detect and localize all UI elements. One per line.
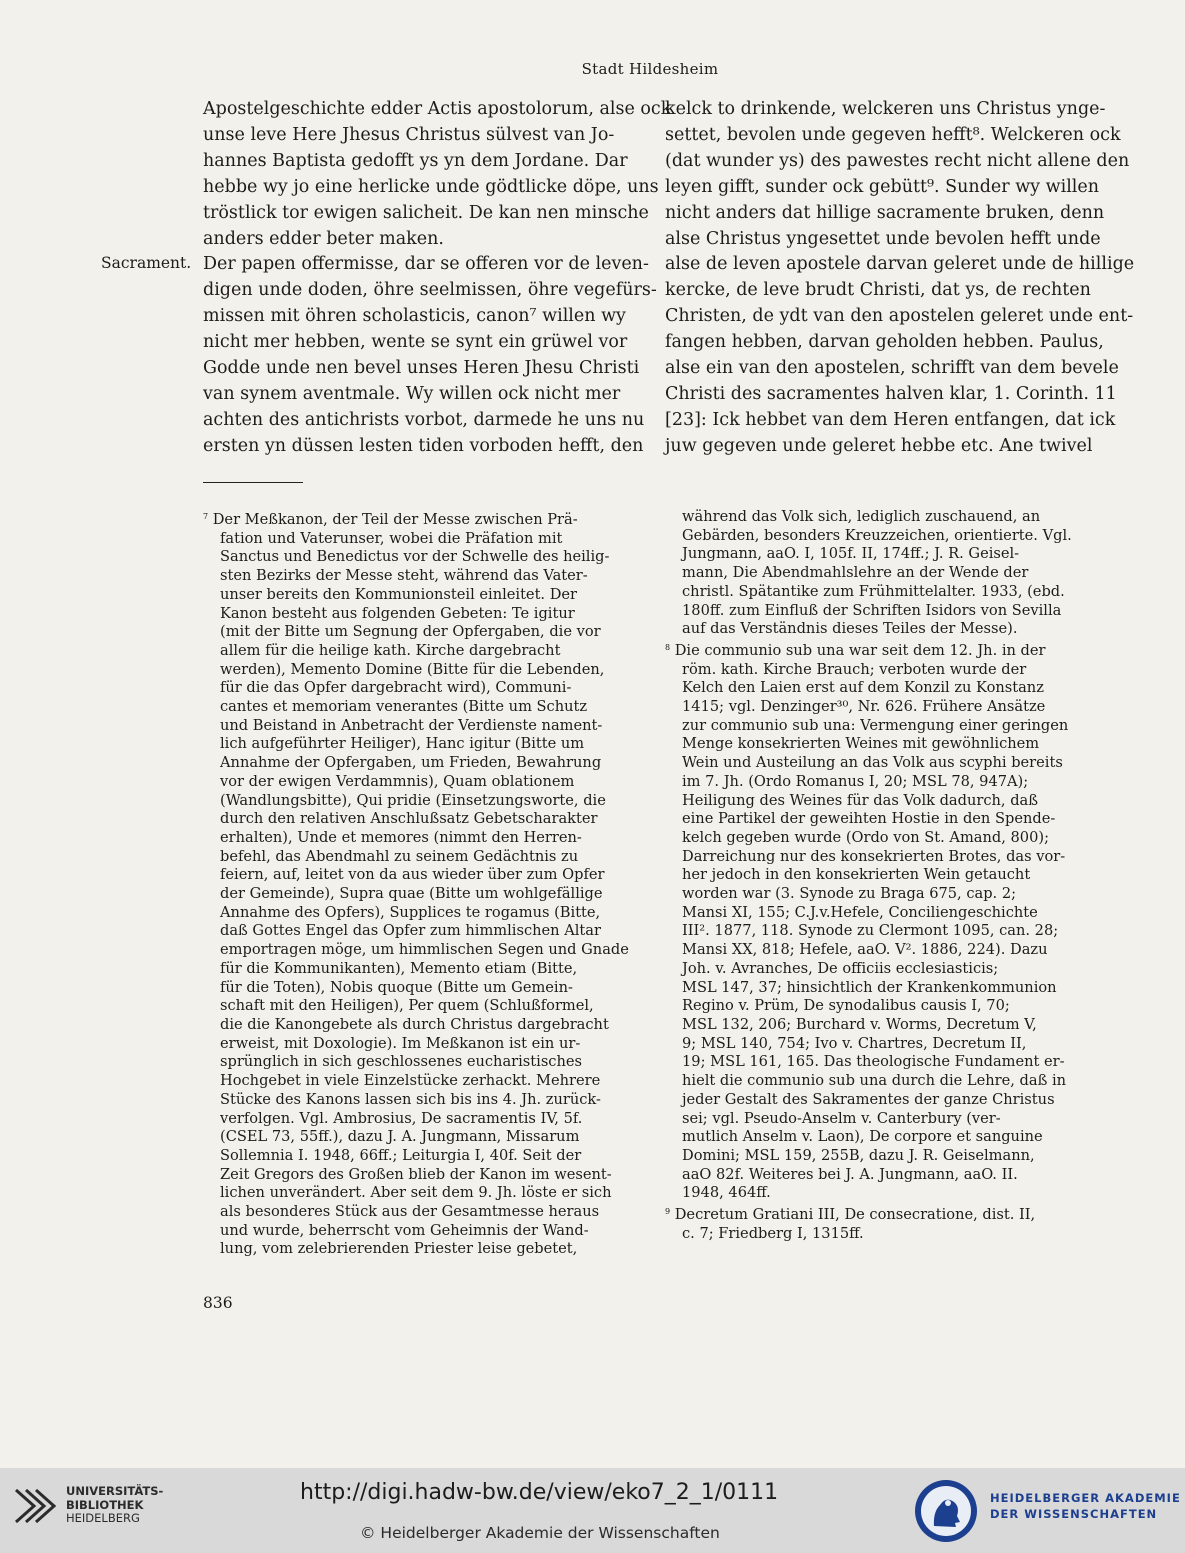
- text-line: settet, bevolen unde gegeven hefft⁸. Welckeren ock: [665, 124, 1121, 145]
- footnote-line: eine Partikel der geweihten Hostie in den Spende-: [682, 810, 1056, 828]
- text-line: unse leve Here Jhesus Christus sülvest van Jo-: [203, 124, 615, 145]
- viewer-footer: [0, 1468, 1185, 1553]
- footnote-line: röm. kath. Kirche Brauch; verboten wurde der: [682, 660, 1027, 678]
- footnote-line: kelch gegeben wurde (Ordo von St. Amand, 800);: [682, 828, 1049, 846]
- footnote-line: unser bereits den Kommunionsteil einleitet. Der: [220, 585, 578, 603]
- footnote-line: III². 1877, 118. Synode zu Clermont 1095, can. 28;: [682, 922, 1059, 940]
- footnote-line: Annahme der Opfergaben, um Frieden, Bewahrung: [220, 754, 602, 772]
- text-line: nicht mer hebben, wente se synt ein grüwel vor: [203, 332, 628, 353]
- footnote-line: cantes et memoriam venerantes (Bitte um Schutz: [220, 698, 588, 716]
- footnote-line: sprünglich in sich geschlossenes eucharistisches: [220, 1053, 583, 1071]
- footnote-line: emportragen möge, um himmlischen Segen und Gnade: [220, 941, 629, 959]
- footnote-line: und Beistand in Anbetracht der Verdienste nament-: [220, 716, 603, 734]
- footnote-line: Kelch den Laien erst auf dem Konzil zu Konstanz: [682, 679, 1044, 697]
- footnote-line: durch den relativen Anschlußsatz Gebetscharakter: [220, 810, 598, 828]
- footnote-line: die die Kanongebete als durch Christus dargebracht: [220, 1015, 609, 1033]
- text-line: fangen hebben, darvan geholden hebben. Paulus,: [665, 332, 1104, 353]
- footnote-line: Stücke des Kanons lassen sich bis ins 4. Jh. zurück-: [220, 1090, 601, 1108]
- footnote-line: Hochgebet in viele Einzelstücke zerhackt. Mehrere: [220, 1072, 601, 1090]
- footnote-line: Regino v. Prüm, De synodalibus causis I, 70;: [682, 997, 1010, 1015]
- academy-seal-icon[interactable]: [913, 1478, 979, 1544]
- footnote-line: $^9$ Decretum Gratiani III, De consecratione, dist. II,: [665, 1206, 1036, 1224]
- footnote-line: auf das Verständnis dieses Teiles der Messe).: [682, 620, 1018, 638]
- footnote-line: Annahme des Opfers), Supplices te rogamus (Bitte,: [220, 903, 601, 921]
- footnote-line: mann, Die Abendmahlslehre an der Wende der: [682, 564, 1029, 582]
- footnote-line: Menge konsekrierten Weines mit gewöhnlichem: [682, 735, 1040, 753]
- text-line: Apostelgeschichte edder Actis apostolorum, alse ock: [203, 99, 672, 119]
- footnote-line: verfolgen. Vgl. Ambrosius, De sacramentis IV, 5f.: [220, 1109, 583, 1127]
- footnote-line: Kanon besteht aus folgenden Gebeten: Te igitur: [220, 604, 575, 622]
- footnote-line: sei; vgl. Pseudo-Anselm v. Canterbury (ver-: [682, 1109, 1001, 1127]
- footnote-line: Gebärden, besonders Kreuzzeichen, orientierte. Vgl.: [682, 526, 1072, 544]
- footnote-line: 9; MSL 140, 754; Ivo v. Chartres, Decretum II,: [682, 1034, 1027, 1052]
- text-line: leyen gifft, sunder ock gebütt⁹. Sunder wy willen: [665, 176, 1100, 197]
- footnote-line: als besonderes Stück aus der Gesamtmesse heraus: [220, 1203, 600, 1221]
- footnote-line: erhalten), Unde et memores (nimmt den Herren-: [220, 828, 582, 846]
- footnote-line: MSL 132, 206; Burchard v. Worms, Decretum V,: [682, 1015, 1037, 1033]
- footnote-line: Zeit Gregors des Großen blieb der Kanon im wesent-: [220, 1165, 612, 1183]
- footnote-line: Sollemnia I. 1948, 66ff.; Leiturgia I, 40f. Seit der: [220, 1146, 582, 1164]
- footnote-line: Mansi XI, 155; C.J.v.Hefele, Conciliengeschichte: [682, 903, 1038, 921]
- footnote-line: Joh. v. Avranches, De officiis ecclesiasticis;: [682, 959, 999, 977]
- footnote-line: (mit der Bitte um Segnung der Opfergaben, die vor: [220, 623, 601, 641]
- footnote-line: 19; MSL 161, 165. Das theologische Fundament er-: [682, 1053, 1065, 1071]
- footnote-line: Wein und Austeilung an das Volk aus scyphi bereits: [682, 754, 1063, 772]
- text-line: nicht anders dat hillige sacramente bruken, denn: [665, 202, 1105, 223]
- footnote-line: MSL 147, 37; hinsichtlich der Krankenkommunion: [682, 978, 1057, 996]
- footnote-line: Darreichung nur des konsekrierten Brotes, das vor-: [682, 847, 1066, 865]
- university-library-name: UNIVERSITÄTS- BIBLIOTHEK HEIDELBERG: [66, 1484, 164, 1525]
- footnote-line: für die Toten), Nobis quoque (Bitte um Gemein-: [220, 978, 573, 996]
- text-line: kelck to drinkende, welckeren uns Christus ynge-: [665, 99, 1106, 119]
- footnote-line: worden war (3. Synode zu Braga 675, cap. 2;: [682, 885, 1017, 903]
- footnote-line: aaO 82f. Weiteres bei J. A. Jungmann, aaO. II.: [682, 1165, 1018, 1183]
- text-line: hannes Baptista gedofft ys yn dem Jordane. Dar: [203, 150, 628, 171]
- footnote-line: her jedoch in den konsekrierten Wein getaucht: [682, 866, 1031, 884]
- footnote-line: Sanctus und Benedictus vor der Schwelle des heilig-: [220, 548, 610, 566]
- footnote-line: und wurde, beherrscht vom Geheimnis der Wand-: [220, 1221, 589, 1239]
- footnote-line: zur communio sub una: Vermengung einer geringen: [682, 716, 1069, 734]
- footnote-line: allem für die heilige kath. Kirche dargebracht: [220, 641, 561, 659]
- text-line: tröstlick tor ewigen salicheit. De kan nen minsche: [203, 202, 649, 223]
- footnote-line: vor der ewigen Verdammnis), Quam oblationem: [220, 772, 575, 790]
- footnote-line: christl. Spätantike zum Frühmittelalter. 1933, (ebd.: [682, 582, 1065, 600]
- text-line: alse de leven apostele darvan geleret unde de hillige: [665, 254, 1135, 275]
- footnote-line: Mansi XX, 818; Hefele, aaO. V². 1886, 224). Dazu: [682, 941, 1048, 959]
- footnote-line: lichen unverändert. Aber seit dem 9. Jh. löste er sich: [220, 1184, 612, 1202]
- footnote-marker: 8: [665, 642, 671, 652]
- footnote-line: für die Kommunikanten), Memento etiam (Bitte,: [220, 959, 578, 977]
- text-line: Der papen offermisse, dar se offeren vor de leven-: [203, 254, 649, 275]
- text-line: (dat wunder ys) des pawestes recht nicht allene den: [665, 150, 1130, 171]
- text-line: juw gegeven unde geleret hebbe etc. Ane twivel: [665, 435, 1093, 456]
- footnote-line: der Gemeinde), Supra quae (Bitte um wohlgefällige: [220, 885, 603, 903]
- footnote-line: fation und Vaterunser, wobei die Präfation mit: [220, 529, 563, 547]
- text-line: ersten yn düssen lesten tiden vorboden hefft, den: [203, 435, 644, 456]
- footnote-line: c. 7; Friedberg I, 1315ff.: [682, 1224, 864, 1242]
- footnote-line: hielt die communio sub una durch die Lehre, daß in: [682, 1072, 1067, 1090]
- footnote-line: mutlich Anselm v. Laon), De corpore et sanguine: [682, 1128, 1043, 1146]
- academy-name: HEIDELBERGER AKADEMIE DER WISSENSCHAFTEN: [990, 1491, 1181, 1521]
- text-line: hebbe wy jo eine herlicke unde gödtlicke döpe, uns: [203, 176, 659, 197]
- footnote-line: während das Volk sich, lediglich zuschauend, an: [682, 508, 1041, 525]
- footnote-marker: 7: [203, 512, 209, 521]
- text-line: Godde unde nen bevel unses Heren Jhesu Christi: [203, 358, 640, 379]
- footnote-line: Jungmann, aaO. I, 105f. II, 174ff.; J. R. Geisel-: [682, 545, 1020, 563]
- footnote-line: 180ff. zum Einfluß der Schriften Isidors von Sevilla: [682, 601, 1062, 619]
- body-column-left: [203, 97, 672, 460]
- copyright-notice: © Heidelberger Akademie der Wissenschaften: [360, 1524, 720, 1542]
- text-line: [23]: Ick hebbet van dem Heren entfangen, dat ick: [665, 409, 1116, 430]
- footnote-line: (Wandlungsbitte), Qui pridie (Einsetzungsworte, die: [220, 791, 606, 809]
- footnote-line: Heiligung des Weines für das Volk dadurch, daß: [682, 791, 1038, 809]
- footnote-line: werden), Memento Domine (Bitte für die Lebenden,: [220, 660, 605, 678]
- footnote-line: $^7$ Der Meßkanon, der Teil der Messe zwischen Prä-: [203, 511, 578, 528]
- footnote-line: feiern, auf, leitet von da aus wieder über zum Opfer: [220, 866, 605, 884]
- text-line: Christen, de ydt van den apostelen geleret unde ent-: [665, 306, 1134, 327]
- footnote-line: erweist, mit Doxologie). Im Meßkanon ist ein ur-: [220, 1034, 581, 1052]
- footnote-line: 1948, 464ff.: [682, 1184, 771, 1202]
- footnote-line: jeder Gestalt des Sakramentes der ganze Christus: [682, 1090, 1055, 1108]
- footnote-line: befehl, das Abendmahl zu seinem Gedächtnis zu: [220, 847, 579, 865]
- text-line: van synem aventmale. Wy willen ock nicht mer: [203, 383, 621, 404]
- footnotes-left: [203, 508, 629, 1259]
- text-line: digen unde doden, öhre seelmissen, öhre vegefürs-: [203, 280, 657, 301]
- footnote-line: lich aufgeführter Heiliger), Hanc igitur (Bitte um: [220, 735, 585, 753]
- footnote-line: (CSEL 73, 55ff.), dazu J. A. Jungmann, Missarum: [220, 1128, 580, 1146]
- text-line: achten des antichrists vorbot, darmede he uns nu: [203, 409, 645, 430]
- footnote-line: schaft mit den Heiligen), Per quem (Schlußformel,: [220, 997, 594, 1015]
- text-line: anders edder beter maken.: [203, 228, 444, 249]
- permalink[interactable]: http://digi.hadw-bw.de/view/eko7_2_1/0111: [300, 1480, 779, 1505]
- footnotes-right: [665, 508, 1072, 1243]
- footnote-line: 1415; vgl. Denzinger³⁰, Nr. 626. Frühere Ansätze: [682, 698, 1046, 716]
- running-head: Stadt Hildesheim: [581, 60, 719, 78]
- footnote-line: im 7. Jh. (Ordo Romanus I, 20; MSL 78, 947A);: [682, 772, 1029, 790]
- text-line: missen mit öhren scholasticis, canon⁷ willen wy: [203, 306, 626, 327]
- footnote-marker: 9: [665, 1207, 671, 1217]
- text-line: Christi des sacramentes halven klar, 1. Corinth. 11: [665, 383, 1117, 404]
- footnote-rule: [203, 482, 303, 483]
- footnote-line: für die das Opfer dargebracht wird), Communi-: [220, 679, 572, 697]
- margin-note: Sacrament.: [101, 254, 192, 272]
- footnote-line: daß Gottes Engel das Opfer zum himmlischen Altar: [220, 922, 601, 940]
- text-line: alse ein van den apostelen, schrifft van dem bevele: [665, 358, 1119, 379]
- university-library-logo-icon[interactable]: [12, 1484, 56, 1528]
- footnote-line: Domini; MSL 159, 255B, dazu J. R. Geiselmann,: [682, 1146, 1035, 1164]
- body-column-right: [665, 97, 1135, 460]
- footnote-line: sten Bezirks der Messe steht, während das Vater-: [220, 567, 588, 585]
- footnote-line: $^8$ Die communio sub una war seit dem 12. Jh. in der: [665, 641, 1046, 659]
- text-line: kercke, de leve brudt Christi, dat ys, de rechten: [665, 280, 1091, 301]
- page-number: 836: [203, 1294, 233, 1312]
- text-line: alse Christus yngesettet unde bevolen hefft unde: [665, 228, 1101, 249]
- footnote-line: lung, vom zelebrierenden Priester leise gebetet,: [220, 1240, 578, 1258]
